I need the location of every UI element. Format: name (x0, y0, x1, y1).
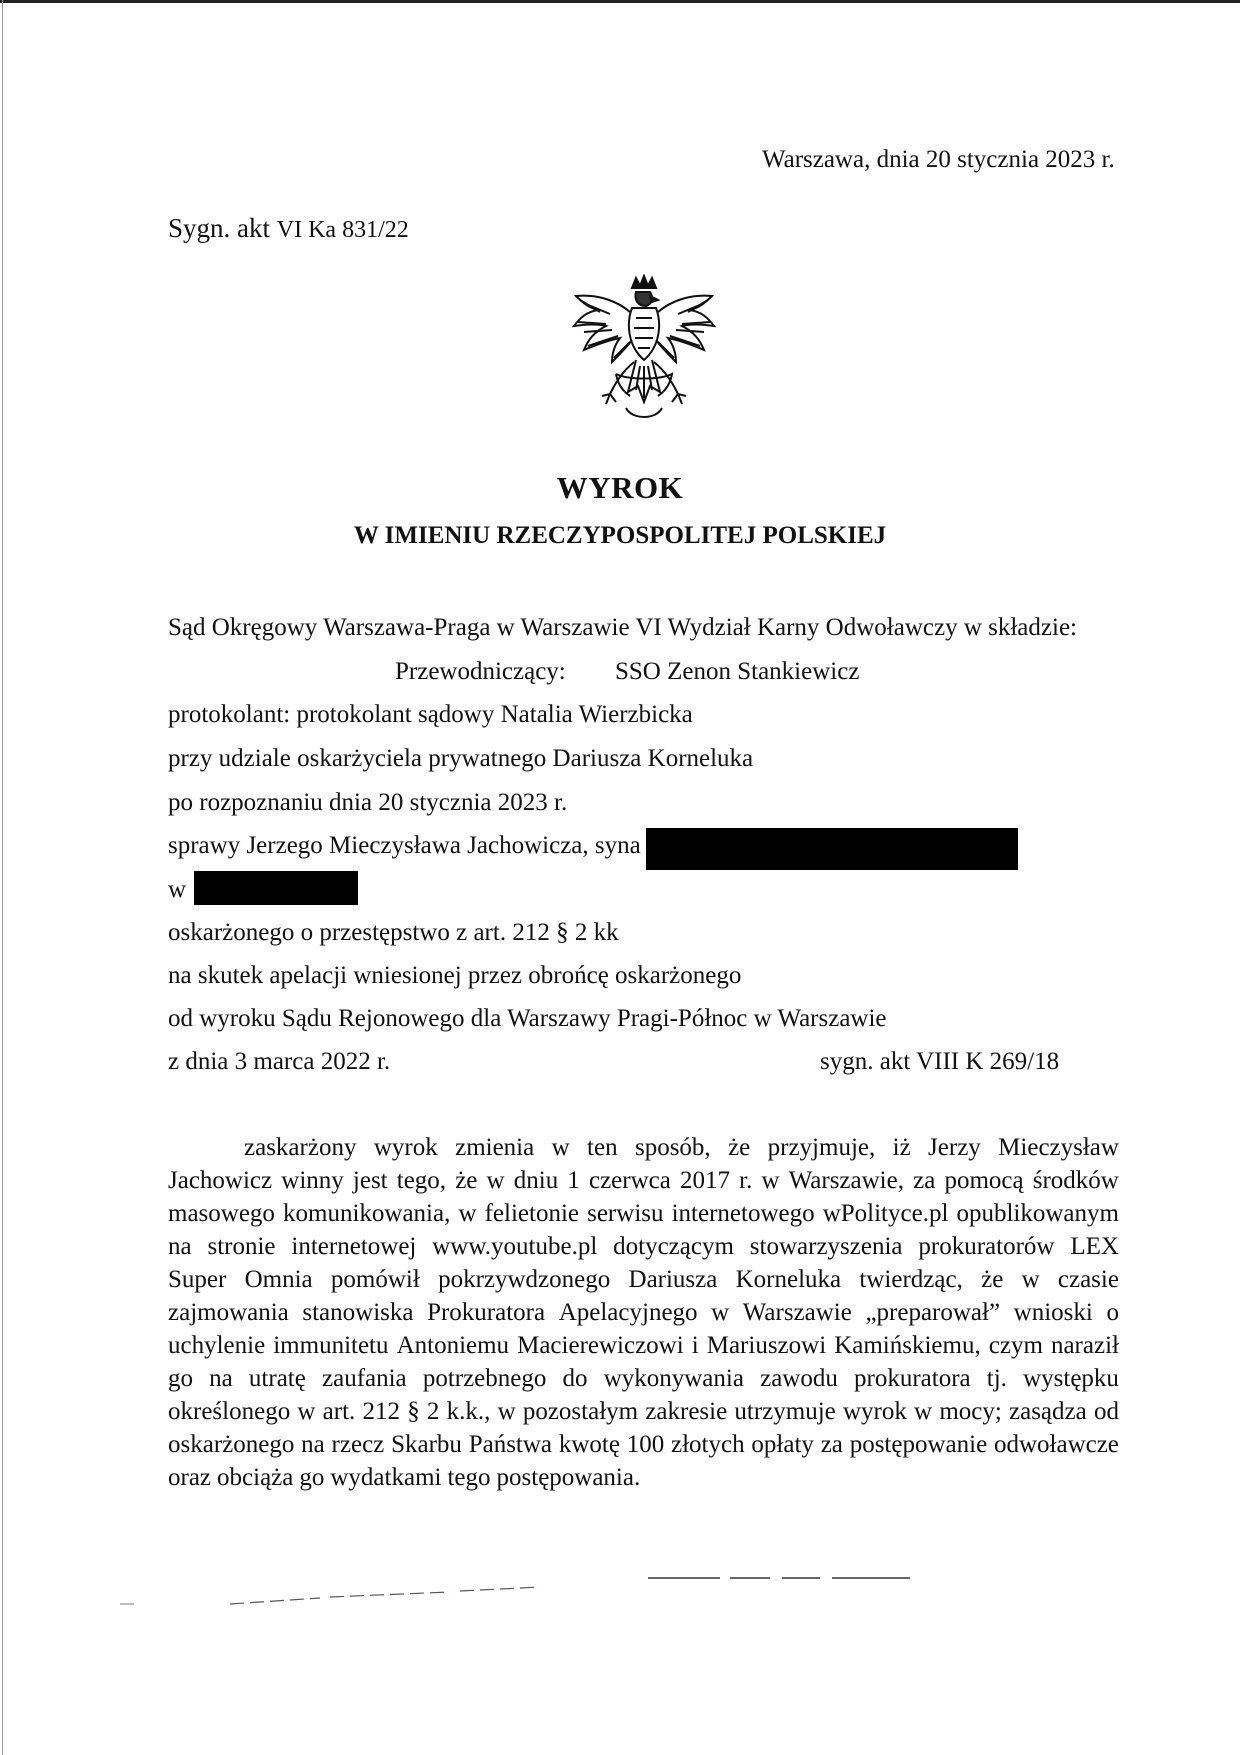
judgment-word: tj. (986, 1365, 1007, 1392)
judgment-line (168, 1296, 1119, 1329)
judgment-word: w (761, 1167, 780, 1194)
judgment-word: Skarbu (391, 1431, 462, 1458)
judgment-paragraph (168, 1131, 1119, 1494)
judgment-line (168, 1362, 1119, 1395)
lower-court-signature: sygn. akt VIII K 269/18 (820, 1048, 1060, 1075)
polish-eagle-emblem-icon (566, 274, 722, 426)
judgment-line (168, 1428, 1119, 1461)
judgment-word: ten (587, 1134, 618, 1161)
judgment-word: w (497, 1398, 516, 1425)
judgment-word: 2017 (680, 1167, 730, 1194)
judgment-word: że (981, 1266, 1004, 1293)
judgment-word: obciąża (217, 1464, 294, 1491)
judgment-word: winny (281, 1167, 344, 1194)
judgment-word: czerwca (588, 1167, 671, 1194)
judgment-word: Antoniemu (396, 1332, 510, 1359)
judgment-word: oskarżonego (168, 1431, 295, 1458)
judgment-word: odwoławcze (993, 1431, 1119, 1458)
judgment-word: przyjmuje, (767, 1134, 876, 1161)
date-line: Warszawa, dnia 20 stycznia 2023 r. (762, 146, 1115, 173)
judgment-word: za (913, 1167, 936, 1194)
appeal-line: na skutek apelacji wniesionej przez obrońcę oskarżonego (168, 962, 742, 989)
judgment-word: twierdząc, (859, 1266, 963, 1293)
verdict-title: WYROK (556, 470, 684, 505)
judgment-line (168, 1230, 1119, 1263)
scan-edge-left (2, 0, 3, 1755)
closing-dashed-line (120, 1568, 920, 1608)
clerk-line: protokolant: protokolant sądowy Natalia Wierzbicka (168, 701, 693, 728)
judgment-word: felietonie (484, 1200, 580, 1227)
case-signature-prefix: Sygn. akt (168, 213, 271, 243)
judgment-word: „preparował” (865, 1299, 1001, 1326)
judgment-word: mocy; (939, 1398, 1002, 1425)
judgment-word: 100 (626, 1431, 665, 1458)
judgment-word: go (299, 1464, 325, 1491)
judgment-word: opłaty (751, 1431, 814, 1458)
lower-court-line: od wyroku Sądu Rejonowego dla Warszawy Pragi-Północ w Warszawie (168, 1005, 887, 1032)
judgment-word: Warszawie, (788, 1167, 904, 1194)
judgment-word: go (168, 1365, 193, 1392)
judgment-word: na (301, 1431, 325, 1458)
judgment-word: pokrzywdzonego (438, 1266, 611, 1293)
judgment-word: że (728, 1134, 751, 1161)
judgment-word: wykonywania (603, 1365, 744, 1392)
judgment-word: prokuratora (854, 1365, 971, 1392)
judgment-word: w (297, 1398, 316, 1425)
case-signature-number: VI Ka 831/22 (276, 217, 409, 243)
judgment-word: wyrok (842, 1398, 907, 1425)
judgment-word: Mariuszowi (706, 1332, 827, 1359)
case-of-line: sprawy Jerzego Mieczysława Jachowicza, syna (168, 832, 641, 859)
judgment-word: Kamińskiemu, (834, 1332, 981, 1359)
charge-line: oskarżonego o przestępstwo z art. 212 § 2 kk (168, 919, 619, 946)
judgment-word: Mieczysław (998, 1134, 1119, 1161)
redaction-bar-place (194, 871, 358, 905)
judgment-word: LEX (1070, 1233, 1119, 1260)
redaction-bar-parent (646, 828, 1018, 870)
judgment-word: na (209, 1365, 233, 1392)
judgment-word: zasądza (1009, 1398, 1087, 1425)
judgment-word: wyrok (373, 1134, 438, 1161)
judgment-word: wPolityce.pl (822, 1200, 949, 1227)
judgment-word: postępowanie (849, 1431, 988, 1458)
judgment-line (168, 1131, 1119, 1164)
hearing-line: po rozpoznaniu dnia 20 stycznia 2023 r. (168, 789, 568, 816)
judgment-word: komunikowania, (283, 1200, 451, 1227)
judgment-word: Prokuratora (427, 1299, 546, 1326)
judgment-word: zawodu (760, 1365, 838, 1392)
judgment-word: w (486, 1167, 505, 1194)
judgment-line (168, 1263, 1119, 1296)
judgment-word: w (914, 1398, 933, 1425)
judgment-word: r. (739, 1167, 753, 1194)
judgment-word: pozostałym (522, 1398, 639, 1425)
judgment-word: iż (892, 1134, 911, 1161)
judgment-word: zajmowania (168, 1299, 289, 1326)
judgment-word: w (458, 1200, 477, 1227)
judgment-word: na (168, 1233, 192, 1260)
judgment-word: zaskarżony (244, 1134, 357, 1161)
judgment-word: opublikowanym (956, 1200, 1119, 1227)
judgment-word: pomówił (330, 1266, 420, 1293)
judgment-word: tego (447, 1464, 491, 1491)
judgment-line (168, 1329, 1119, 1362)
judgment-word: Macierewiczowi (517, 1332, 684, 1359)
judgment-word: 1 (567, 1167, 580, 1194)
judgment-word: że (455, 1167, 478, 1194)
judgment-word: o (1106, 1299, 1119, 1326)
judgment-word: serwisu (587, 1200, 664, 1227)
judgment-word: potrzebnego (422, 1365, 547, 1392)
judgment-word: oraz (168, 1464, 212, 1491)
judgment-word: uchylenie (168, 1332, 266, 1359)
judgment-word: złotych (671, 1431, 745, 1458)
judgment-word: masowego (168, 1200, 275, 1227)
judgment-word: art. (322, 1398, 356, 1425)
judgment-word: Super (168, 1266, 227, 1293)
judgment-word: prokuratorów (918, 1233, 1055, 1260)
judgment-word: Omnia (244, 1266, 313, 1293)
judgment-line (168, 1461, 1119, 1494)
judgment-word: w (551, 1134, 570, 1161)
judgment-word: do (562, 1365, 588, 1392)
verdict-subtitle: W IMIENIU RZECZYPOSPOLITEJ POLSKIEJ (353, 522, 887, 549)
judgment-word: pomocą (944, 1167, 1024, 1194)
judgment-word: postępowania. (496, 1464, 641, 1491)
judgment-word: Państwa (468, 1431, 553, 1458)
judgment-word: 2 (426, 1398, 440, 1425)
judgment-word: dotyczącym (613, 1233, 734, 1260)
judgment-word: tego, (396, 1167, 447, 1194)
judgment-word: kwotę (558, 1431, 620, 1458)
judgment-word: internetowej (291, 1233, 417, 1260)
judgment-word: i (691, 1332, 699, 1359)
judgment-word: naraził (1050, 1332, 1119, 1359)
judgment-word: utratę (248, 1365, 306, 1392)
prosecutor-line: przy udziale oskarżyciela prywatnego Dariusza Korneluka (168, 745, 754, 772)
judgment-word: za (820, 1431, 843, 1458)
judgment-word: § (407, 1398, 420, 1425)
judgment-line (168, 1395, 1119, 1428)
scan-edge-top (0, 0, 1240, 3)
judgment-word: w (1021, 1266, 1040, 1293)
judgment-word: immunitetu (273, 1332, 389, 1359)
judgment-word: wydatkami (330, 1464, 442, 1491)
judgment-word: określonego (168, 1398, 291, 1425)
judgment-word: czym (988, 1332, 1043, 1359)
judgment-word: k.k., (446, 1398, 491, 1425)
judgment-line (168, 1197, 1119, 1230)
judgment-word: Korneluka (735, 1266, 842, 1293)
chair-name: SSO Zenon Stankiewicz (615, 658, 860, 685)
court-composition: Sąd Okręgowy Warszawa-Praga w Warszawie VI Wydział Karny Odwoławczy w składzie: (168, 614, 1077, 641)
judgment-word: w (711, 1299, 730, 1326)
chair-label: Przewodniczący: (395, 658, 566, 685)
case-signature (168, 213, 409, 245)
judgment-word: Jerzy (928, 1134, 981, 1161)
judgment-word: jest (352, 1167, 388, 1194)
judgment-word: występku (1023, 1365, 1119, 1392)
judgment-word: Apelacyjnego (558, 1299, 698, 1326)
judgment-word: zakresie (645, 1398, 728, 1425)
judgment-word: stowarzyszenia (749, 1233, 903, 1260)
judgment-word: Warszawie (742, 1299, 852, 1326)
judgment-word: Dariusza (628, 1266, 718, 1293)
judgment-word: rzecz (331, 1431, 385, 1458)
judgment-word: internetowego (671, 1200, 815, 1227)
judgment-word: stanowiska (302, 1299, 414, 1326)
judgment-word: zmienia (455, 1134, 535, 1161)
judgment-word: dniu (513, 1167, 559, 1194)
judgment-word: od (1093, 1398, 1119, 1425)
judgment-word: czasie (1057, 1266, 1119, 1293)
judgment-word: stronie (207, 1233, 276, 1260)
judgment-word: wnioski (1013, 1299, 1093, 1326)
judgment-word: www.youtube.pl (432, 1233, 598, 1260)
place-prefix: w (168, 876, 187, 903)
judgment-word: 212 (362, 1398, 400, 1425)
lower-court-date: z dnia 3 marca 2022 r. (168, 1048, 391, 1075)
judgment-word: Jachowicz (168, 1167, 273, 1194)
judgment-word: środków (1032, 1167, 1119, 1194)
judgment-line (168, 1164, 1119, 1197)
judgment-word: sposób, (634, 1134, 711, 1161)
judgment-word: utrzymuje (734, 1398, 836, 1425)
judgment-word: zaufania (322, 1365, 407, 1392)
